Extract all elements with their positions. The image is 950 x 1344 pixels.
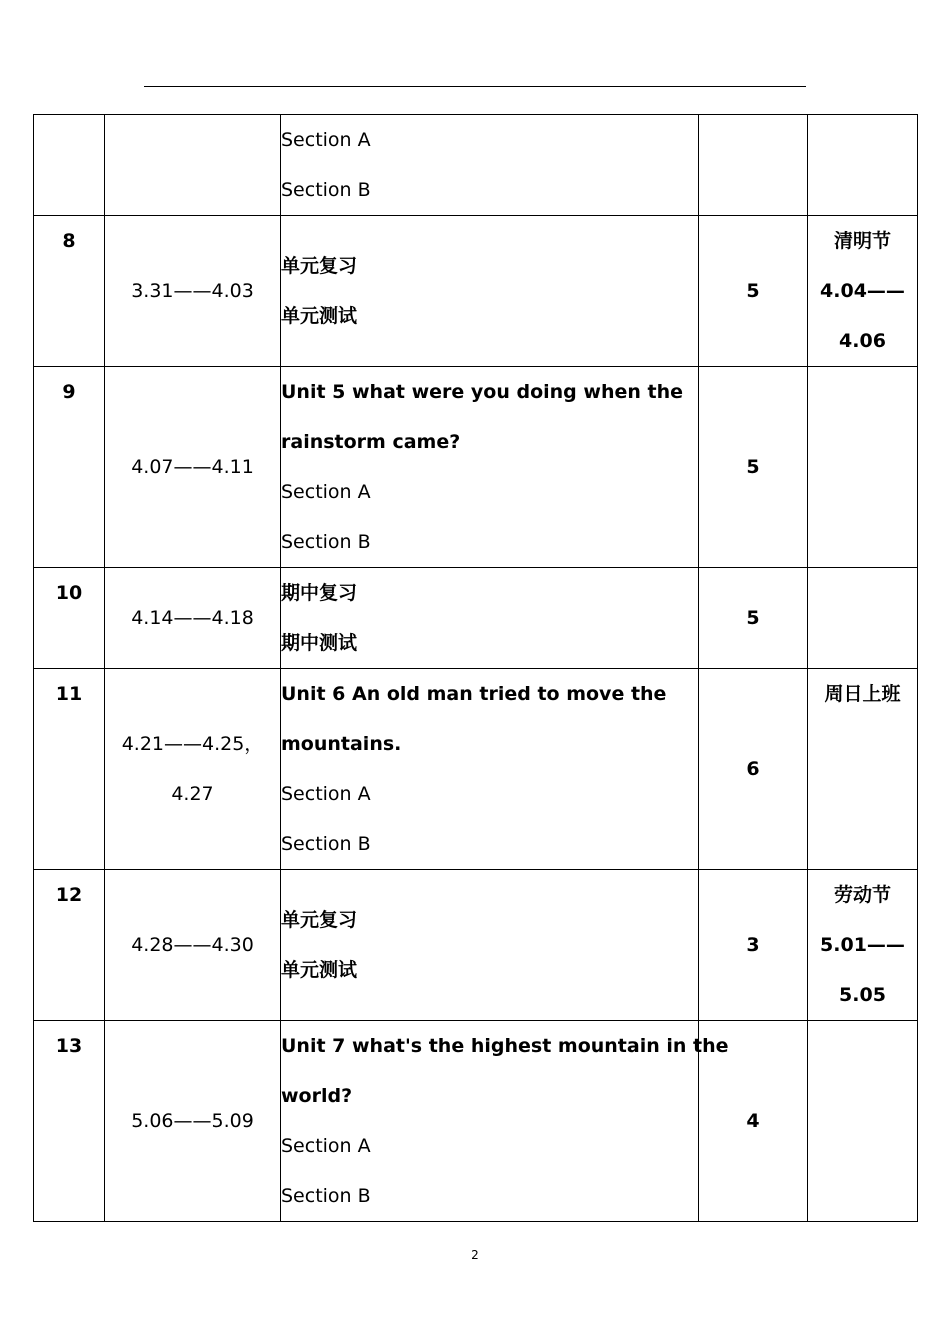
- schedule-table: [33, 114, 918, 1222]
- week-cell: 11: [34, 669, 105, 870]
- content-line: 期中复习: [281, 582, 358, 604]
- hours-cell: 3: [699, 870, 808, 1021]
- date-cell: [105, 216, 281, 367]
- date-line: 4.28——4.30: [131, 934, 254, 956]
- date-cell: [105, 115, 281, 216]
- date-line: 3.31——4.03: [131, 280, 254, 302]
- date-cell: [105, 367, 281, 568]
- date-line: 4.07——4.11: [131, 456, 254, 478]
- week-cell: 9: [34, 367, 105, 568]
- table-row: [34, 367, 918, 568]
- note-line: 周日上班: [824, 683, 901, 705]
- content-line: Section A: [281, 783, 371, 805]
- content-cell: [281, 568, 699, 669]
- unit-title-line: Unit 5 what were you doing when the: [281, 381, 683, 403]
- content-line: Section B: [281, 833, 371, 855]
- note-cell: [808, 1021, 918, 1222]
- hours-cell: 6: [699, 669, 808, 870]
- week-cell: [34, 115, 105, 216]
- content-line: Section A: [281, 1135, 371, 1157]
- content-line: 单元复习: [281, 909, 358, 931]
- hours-cell: 5: [699, 568, 808, 669]
- note-line: 4.06: [839, 330, 886, 352]
- unit-title-line: Unit 7 what's the highest mountain in the: [281, 1035, 729, 1057]
- content-line: Section B: [281, 179, 371, 201]
- note-cell: [808, 367, 918, 568]
- week-cell: 10: [34, 568, 105, 669]
- hours-cell: [699, 115, 808, 216]
- hours-cell: 5: [699, 216, 808, 367]
- note-cell: [808, 669, 918, 870]
- content-line: 单元测试: [281, 959, 358, 981]
- note-cell: [808, 115, 918, 216]
- content-line: 期中测试: [281, 632, 358, 654]
- note-line: [808, 568, 917, 618]
- date-cell: [105, 669, 281, 870]
- note-line: 清明节: [833, 230, 891, 252]
- unit-title-line: world?: [281, 1085, 353, 1107]
- content-cell: [281, 115, 699, 216]
- content-line: Section B: [281, 531, 371, 553]
- page-number: 2: [471, 1248, 479, 1262]
- note-cell: [808, 870, 918, 1021]
- content-line: Section A: [281, 481, 371, 503]
- note-line: 5.05: [839, 984, 886, 1006]
- table-row: [34, 115, 918, 216]
- week-cell: 13: [34, 1021, 105, 1222]
- table-row: [34, 568, 918, 669]
- header-rule: [144, 86, 806, 87]
- content-line: 单元复习: [281, 255, 358, 277]
- unit-title-line: mountains.: [281, 733, 402, 755]
- date-cell: [105, 870, 281, 1021]
- note-line: [808, 115, 917, 165]
- note-line: 5.01——: [820, 934, 905, 956]
- date-line: 4.14——4.18: [131, 607, 254, 629]
- note-line: [808, 367, 917, 417]
- content-cell: [281, 216, 699, 367]
- table-row: [34, 216, 918, 367]
- hours-cell: 5: [699, 367, 808, 568]
- week-cell: 12: [34, 870, 105, 1021]
- week-cell: 8: [34, 216, 105, 367]
- date-cell: [105, 568, 281, 669]
- content-cell: [281, 367, 699, 568]
- content-line: 单元测试: [281, 305, 358, 327]
- content-cell: [281, 1021, 729, 1222]
- note-line: 劳动节: [833, 884, 891, 906]
- date-line: 4.21——4.25，: [121, 733, 264, 755]
- date-cell: [105, 1021, 281, 1222]
- date-line: 5.06——5.09: [131, 1110, 254, 1132]
- hours-cell: 4: [699, 1021, 808, 1222]
- content-line: Section B: [281, 1185, 371, 1207]
- content-line: Section A: [281, 129, 371, 151]
- table-row: [34, 669, 918, 870]
- date-line: [105, 140, 280, 190]
- unit-title-line: Unit 6 An old man tried to move the: [281, 683, 667, 705]
- unit-title-line: rainstorm came?: [281, 431, 461, 453]
- note-line: [808, 1021, 917, 1071]
- content-cell: [281, 870, 699, 1021]
- table-row: [34, 1021, 918, 1222]
- table-row: [34, 870, 918, 1021]
- note-line: 4.04——: [820, 280, 905, 302]
- date-line: 4.27: [171, 783, 214, 805]
- content-cell: [281, 669, 699, 870]
- note-cell: [808, 216, 918, 367]
- note-cell: [808, 568, 918, 669]
